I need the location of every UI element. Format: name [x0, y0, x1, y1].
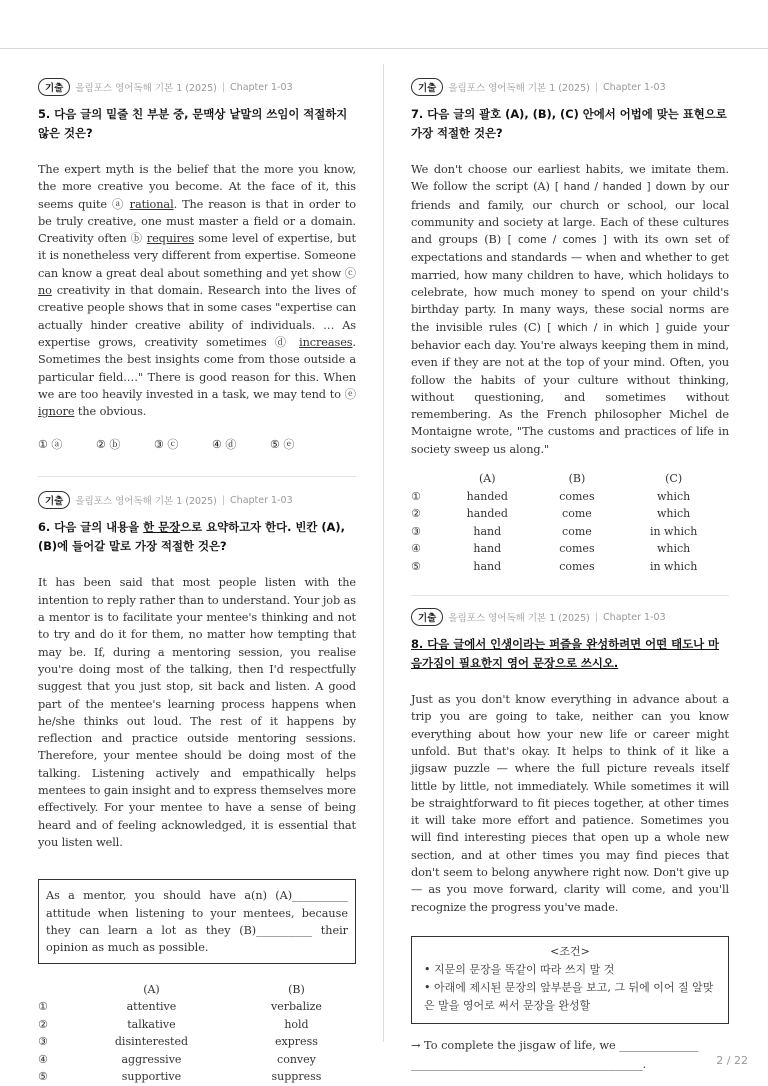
answer-line-1: → To complete the jisgaw of life, we ______________ — [411, 1038, 699, 1052]
question-6 — [38, 476, 356, 1085]
option-b: comes — [559, 489, 595, 503]
option-a: hand — [473, 559, 502, 573]
right-column — [411, 78, 729, 1074]
exam-tag: 기출 — [38, 491, 70, 509]
source-book: 올림포스 영어독해 기본 1 (2025) — [75, 496, 217, 508]
source-chapter: Chapter 1-03 — [603, 611, 666, 623]
passage: We don't choose our earliest habits, we imitate them. We follow the script (A) [ hand / handed ] down by our friends and family, our church or school, our local community and society at large. Each of these cultures and groups (B) [ come / comes ] with its own set of expectations and standards — when and whether to get married, how many children to have, which holidays to celebrate, how much money to spend on your child's birthday party. In many ways, these social norms are the invisible rules (C) [ which / in which ] guide your behavior each day. You're always keeping them in mind, even if they are not at the top of your mind. Often, you follow the habits of your culture without thinking, without questioning, and sometimes without remembering. As the French philosopher Michel de Montaigne wrote, "The customs and practices of life in society sweep us along." — [411, 163, 729, 456]
question-title: 8. 다음 글에서 인생이라는 퍼즐을 완성하려면 어떤 태도나 마음가짐이 필요한지 영어 문장으로 쓰시오. — [411, 637, 720, 671]
option-number: ② — [411, 507, 421, 521]
option-number: ③ — [38, 1035, 48, 1049]
options-header — [411, 470, 729, 488]
source-tagline — [411, 608, 729, 626]
option-row[interactable] — [411, 540, 729, 558]
option-row[interactable] — [38, 998, 356, 1016]
option-b: comes — [559, 542, 595, 556]
option-number: ① — [411, 489, 421, 503]
option-number: ① — [38, 1000, 48, 1014]
question-5 — [38, 78, 356, 452]
choice-3[interactable]: ③ ⓒ — [154, 438, 179, 452]
conditions-title: <조건> — [550, 944, 590, 958]
option-a: supportive — [121, 1070, 182, 1084]
source-book: 올림포스 영어독해 기본 1 (2025) — [75, 83, 217, 94]
options-table — [38, 980, 356, 1085]
header-a: (A) — [143, 982, 160, 996]
question-title: 5. 다음 글의 밑줄 친 부분 중, 문맥상 낱말의 쓰임이 적절하지 않은 것은? — [38, 107, 348, 140]
source-chapter: Chapter 1-03 — [230, 494, 293, 506]
header-b: (B) — [288, 982, 305, 996]
separator: | — [221, 81, 226, 93]
passage: The expert myth is the belief that the more you know, the more creative you become. At the face of it, this seems quite ⓐ rational. The reason is that in order to be truly creative, one must master a field or a domain. Creativity often ⓑ requires some level of expertise, but it is nonetheless very different from expertise. Someone can know a great deal about something and yet show ⓒ no creativity in that domain. Research into the lives of creative people shows that in some cases "expertise can actually hinder creative ability of individuals. … As expertise grows, creativity sometimes ⓓ increases. Sometimes the best insights come from those outside a particular field.…" There is good reason for this. When we are too heavily invested in a task, we may tend to ⓔ ignore the obvious. — [38, 163, 357, 419]
option-a: talkative — [127, 1017, 176, 1031]
option-row[interactable] — [38, 1068, 356, 1086]
option-c: which — [656, 507, 691, 521]
source-book: 올림포스 영어독해 기본 1 (2025) — [448, 83, 590, 94]
option-b: hold — [284, 1017, 309, 1031]
conditions-box — [411, 936, 729, 1024]
passage: Just as you don't know everything in advance about a trip you are going to take, neither can you know everything about how your new life or career might unfold. But that's okay. It helps to think of it like a jigsaw puzzle — where the full picture reveals itself little by little, not immediately. While sometimes it will be straightforward to fit pieces together, at other times it will take more effort and patience. Sometimes you will find interesting pieces that open up a whole new section, and at other times you may find pieces that don't seem to belong anywhere right now. Don't give up — as you move forward, clarity will come, and you'll recognize the progress you've made. — [411, 693, 729, 914]
option-c: which — [656, 489, 691, 503]
source-tagline — [411, 78, 729, 96]
option-number: ④ — [411, 542, 421, 556]
source-tagline — [38, 491, 356, 509]
left-column — [38, 78, 356, 1085]
question-8 — [411, 595, 729, 1074]
separator: | — [594, 611, 599, 623]
source-book: 올림포스 영어독해 기본 1 (2025) — [448, 613, 590, 625]
option-a: handed — [466, 507, 508, 521]
question-title: 7. 다음 글의 괄호 (A), (B), (C) 안에서 어법에 맞는 표현으로 가장 적절한 것은? — [411, 107, 727, 140]
source-chapter: Chapter 1-03 — [230, 81, 293, 93]
option-b: come — [562, 524, 592, 538]
answer-choices — [38, 436, 356, 452]
question-7 — [411, 78, 729, 575]
question-title: 6. 다음 글의 내용을 한 문장으로 요약하고자 한다. 빈칸 (A), (B)에 들어갈 말로 가장 적절한 것은? — [38, 520, 345, 554]
option-row[interactable] — [411, 523, 729, 541]
answer-area[interactable] — [411, 1036, 729, 1074]
choice-1[interactable]: ① ⓐ — [38, 438, 63, 452]
separator: | — [221, 494, 226, 506]
answer-line-2: _________________________________________. — [411, 1057, 647, 1071]
summary-box: As a mentor, you should have a(n) (A)__________ attitude when listening to your mentees, because they can learn a lot as they (B)__________ their opinion as much as possible. — [38, 879, 356, 964]
passage: It has been said that most people listen with the intention to reply rather than to understand. Your job as a mentor is to facilitate your mentee's thinking and not to try and do it for them, no matter how tempting that may be. If, during a mentoring session, you realise you're doing most of the talking, then I'd respectfully suggest that you just stop, sit back and listen. A good part of the mentee's learning process happens when he/she thinks out loud. The rest of it happens by reflection and practice outside mentoring sessions. Therefore, your mentee should be doing most of the talking. Listening actively and empathically helps mentees to gain insight and to express themselves more effectively. For your mentee to have a sense of being heard and of feeling acknowledged, it is essential that you listen well. — [38, 576, 356, 849]
option-c: in which — [649, 559, 698, 573]
option-b: express — [275, 1035, 318, 1049]
choice-5[interactable]: ⑤ ⓔ — [270, 438, 295, 452]
option-row[interactable] — [38, 1033, 356, 1051]
choice-2[interactable]: ② ⓑ — [96, 438, 121, 452]
option-a: aggressive — [121, 1052, 182, 1066]
option-a: attentive — [126, 1000, 177, 1014]
option-b: comes — [559, 559, 595, 573]
option-row[interactable] — [411, 488, 729, 506]
option-number: ④ — [38, 1052, 48, 1066]
exam-tag: 기출 — [38, 78, 70, 96]
option-a: hand — [473, 542, 502, 556]
option-number: ⑤ — [411, 559, 421, 573]
option-b: verbalize — [270, 1000, 322, 1014]
option-row[interactable] — [38, 1050, 356, 1068]
option-row[interactable] — [38, 1015, 356, 1033]
option-number: ② — [38, 1017, 48, 1031]
option-a: hand — [473, 524, 502, 538]
option-b: suppress — [271, 1070, 322, 1084]
header-b: (B) — [568, 472, 586, 486]
exam-tag: 기출 — [411, 78, 443, 96]
condition-item: • 아래에 제시된 문장의 앞부분을 보고, 그 뒤에 이어 질 알맞은 말을 영어로 써서 문장을 완성할 — [424, 980, 714, 1012]
option-number: ⑤ — [38, 1070, 48, 1084]
options-header — [38, 980, 356, 998]
option-number: ③ — [411, 524, 421, 538]
choice-4[interactable]: ④ ⓓ — [212, 438, 237, 452]
option-a: handed — [466, 489, 508, 503]
page-number: 2 / 22 — [716, 1054, 748, 1067]
option-row[interactable] — [411, 505, 729, 523]
column-divider — [383, 64, 384, 1042]
option-b: convey — [277, 1052, 316, 1066]
option-c: in which — [649, 524, 698, 538]
separator: | — [594, 81, 599, 93]
exam-tag: 기출 — [411, 608, 443, 626]
source-tagline — [38, 78, 356, 96]
condition-item: • 지문의 문장을 똑같이 따라 쓰지 말 것 — [424, 962, 615, 976]
option-row[interactable] — [411, 558, 729, 576]
option-c: which — [656, 542, 691, 556]
header-c: (C) — [665, 472, 683, 486]
header-a: (A) — [479, 472, 496, 486]
option-b: come — [562, 507, 592, 521]
header-rule — [0, 48, 768, 49]
source-chapter: Chapter 1-03 — [603, 81, 666, 93]
options-table — [411, 470, 729, 575]
option-a: disinterested — [114, 1035, 189, 1049]
